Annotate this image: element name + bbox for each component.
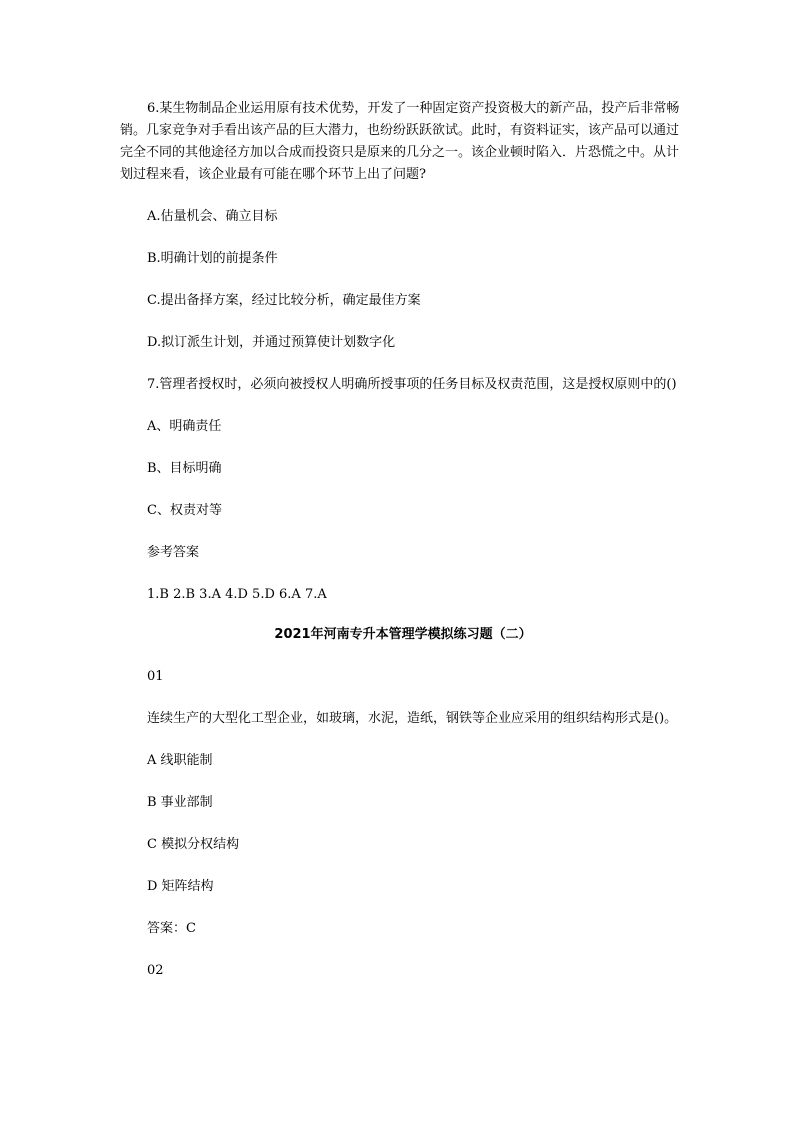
question-7-stem: 7.管理者授权时，必须向被授权人明确所授事项的任务目标及权责范围，这是授权原则中的() [147,377,677,392]
answer-key-label: 参考答案 [147,545,200,560]
question-7-option-b: B、目标明确 [147,461,222,476]
question-6-option-d: D.拟订派生计划，并通过预算使计划数字化 [147,335,396,350]
section2-question-1-option-d: D 矩阵结构 [147,879,214,894]
question-7-option-a: A、明确责任 [147,419,222,434]
question-6-stem: 6.某生物制品企业运用原有技术优势，开发了一种固定资产投资极大的新产品，投产后非常畅销。几家竞争对手看出该产品的巨大潜力，也纷纷跃跃欲试。此时，有资料证实，该产品可以通过完全不同的其他途径方加以合成而投资只是原来的几分之一。该企业顿时陷入．片恐慌之中。从计划过程来看，该企业最有可能在哪个环节上出了问题? [120,101,680,182]
section2-question-2-number: 02 [147,963,164,978]
section2-question-1-answer: 答案：C [147,921,196,936]
section-title: 2021年河南专升本管理学模拟练习题（二） [274,627,532,642]
section2-question-1-option-a: A 线职能制 [147,753,213,768]
question-6-option-b: B.明确计划的前提条件 [147,251,278,266]
section2-question-1-option-c: C 模拟分权结构 [147,837,240,852]
section2-question-1-option-b: B 事业部制 [147,795,213,810]
question-6-option-c: C.提出备择方案，经过比较分析，确定最佳方案 [147,293,421,308]
answer-key-list: 1.B 2.B 3.A 4.D 5.D 6.A 7.A [147,587,327,602]
question-6-option-a: A.估量机会、确立目标 [147,209,278,224]
question-7-option-c: C、权责对等 [147,503,222,518]
section2-question-1-stem: 连续生产的大型化工型企业，如玻璃，水泥，造纸，钢铁等企业应采用的组织结构形式是()。 [147,711,678,726]
document-page [120,98,686,982]
section2-question-1-number: 01 [147,669,164,684]
